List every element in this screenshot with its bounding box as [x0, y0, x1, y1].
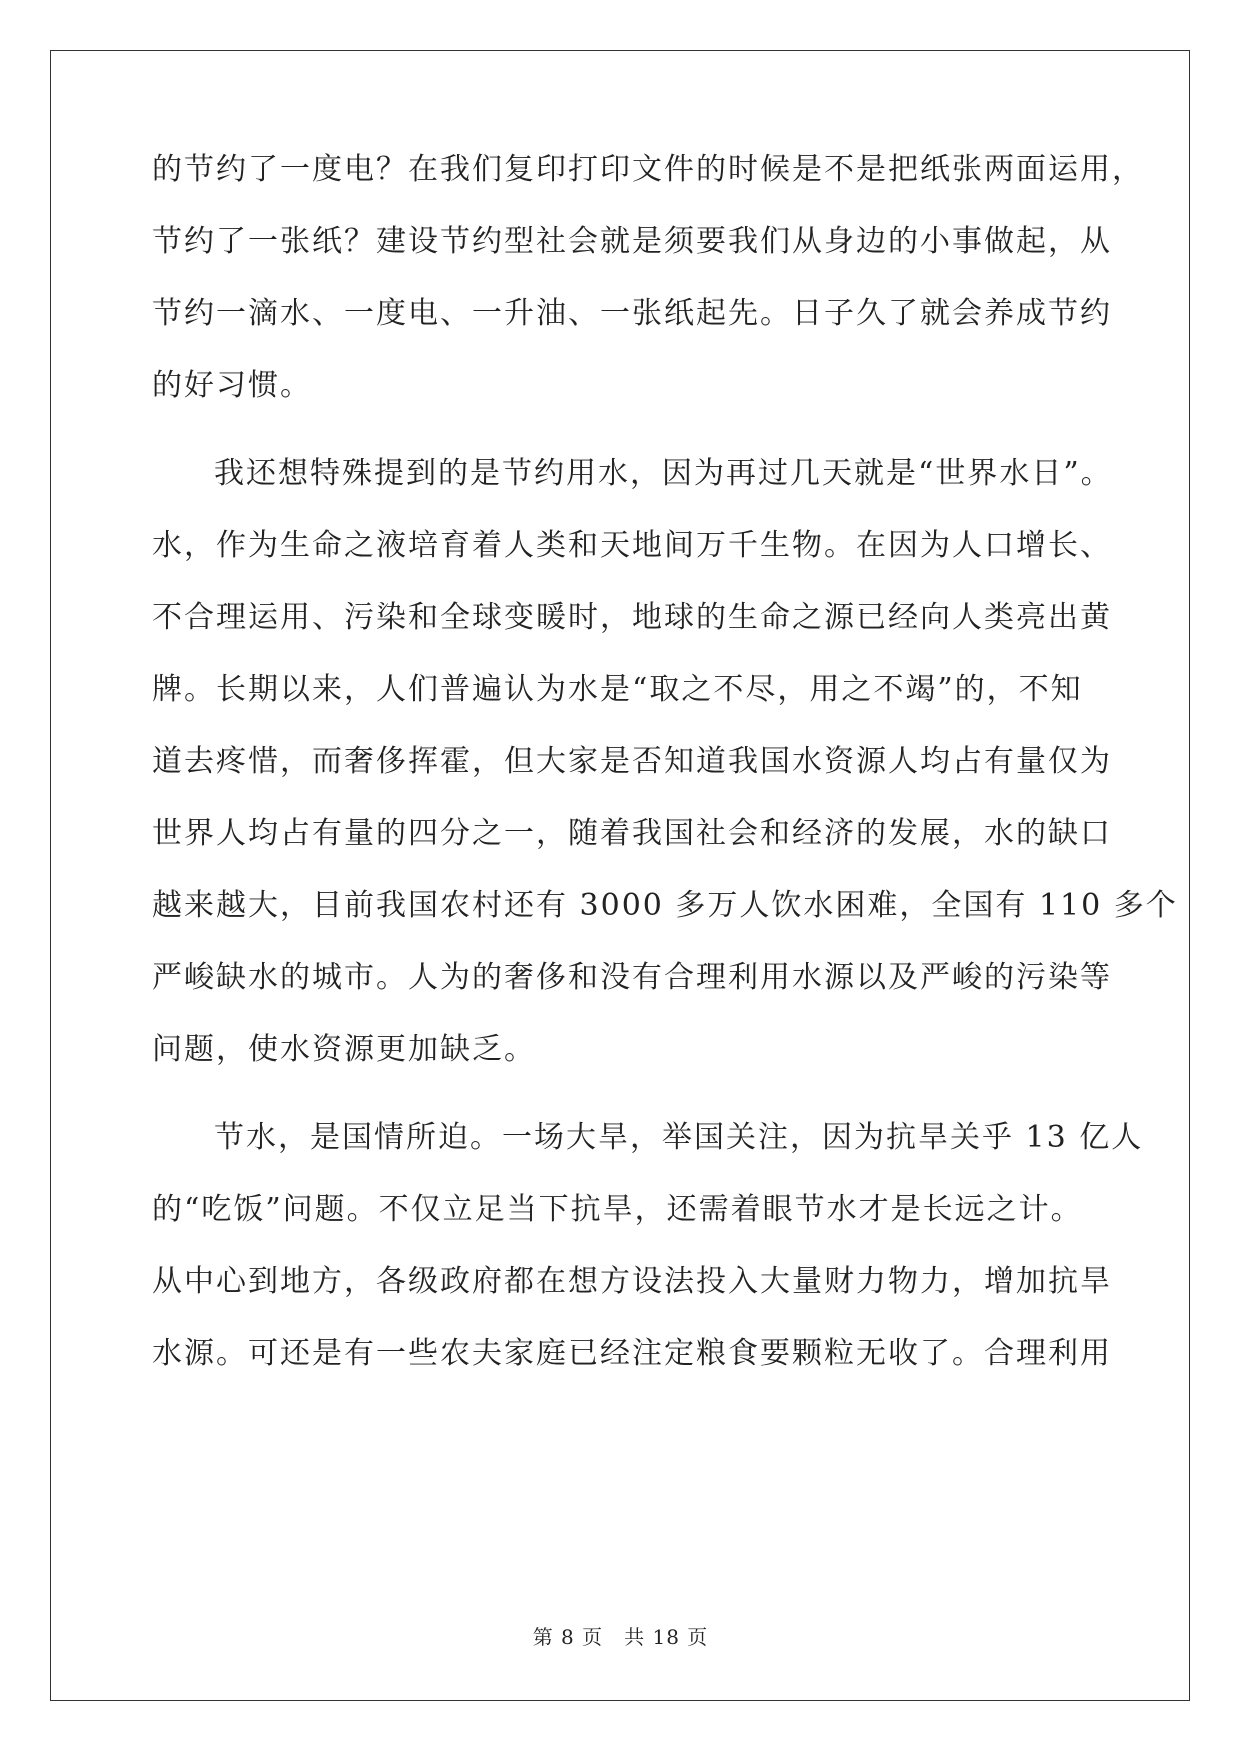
text-line-14: 节水，是国情所迫。一场大旱，举国关注，因为抗旱关乎 13 亿人 — [214, 1120, 1144, 1155]
text-line-8: 牌。长期以来，人们普遍认为水是“取之不尽，用之不竭”的，不知 — [152, 672, 1083, 707]
text-line-2: 节约了一张纸？建设节约型社会就是须要我们从身边的小事做起，从 — [152, 224, 1112, 259]
text-line-1: 的节约了一度电？在我们复印打印文件的时候是不是把纸张两面运用， — [152, 152, 1144, 187]
text-line-10: 世界人均占有量的四分之一，随着我国社会和经济的发展，水的缺口 — [152, 816, 1112, 851]
text-line-16: 从中心到地方，各级政府都在想方设法投入大量财力物力，增加抗旱 — [152, 1264, 1112, 1299]
text-line-6: 水，作为生命之液培育着人类和天地间万千生物。在因为人口增长、 — [152, 528, 1112, 563]
page-number-footer: 第 8 页 共 18 页 — [532, 1625, 709, 1649]
text-line-15: 的“吃饭”问题。不仅立足当下抗旱，还需着眼节水才是长远之计。 — [152, 1192, 1083, 1227]
text-line-3: 节约一滴水、一度电、一升油、一张纸起先。日子久了就会养成节约 — [152, 296, 1112, 331]
text-line-17: 水源。可还是有一些农夫家庭已经注定粮食要颗粒无收了。合理利用 — [152, 1336, 1112, 1371]
text-line-12: 严峻缺水的城市。人为的奢侈和没有合理利用水源以及严峻的污染等 — [152, 960, 1112, 995]
text-line-5: 我还想特殊提到的是节约用水，因为再过几天就是“世界水日”。 — [214, 456, 1113, 491]
text-line-13: 问题，使水资源更加缺乏。 — [152, 1032, 536, 1067]
text-line-4: 的好习惯。 — [152, 368, 312, 403]
text-line-7: 不合理运用、污染和全球变暖时，地球的生命之源已经向人类亮出黄 — [152, 600, 1112, 635]
text-line-11: 越来越大，目前我国农村还有 3000 多万人饮水困难，全国有 110 多个 — [152, 888, 1178, 923]
text-line-9: 道去疼惜，而奢侈挥霍，但大家是否知道我国水资源人均占有量仅为 — [152, 744, 1112, 779]
